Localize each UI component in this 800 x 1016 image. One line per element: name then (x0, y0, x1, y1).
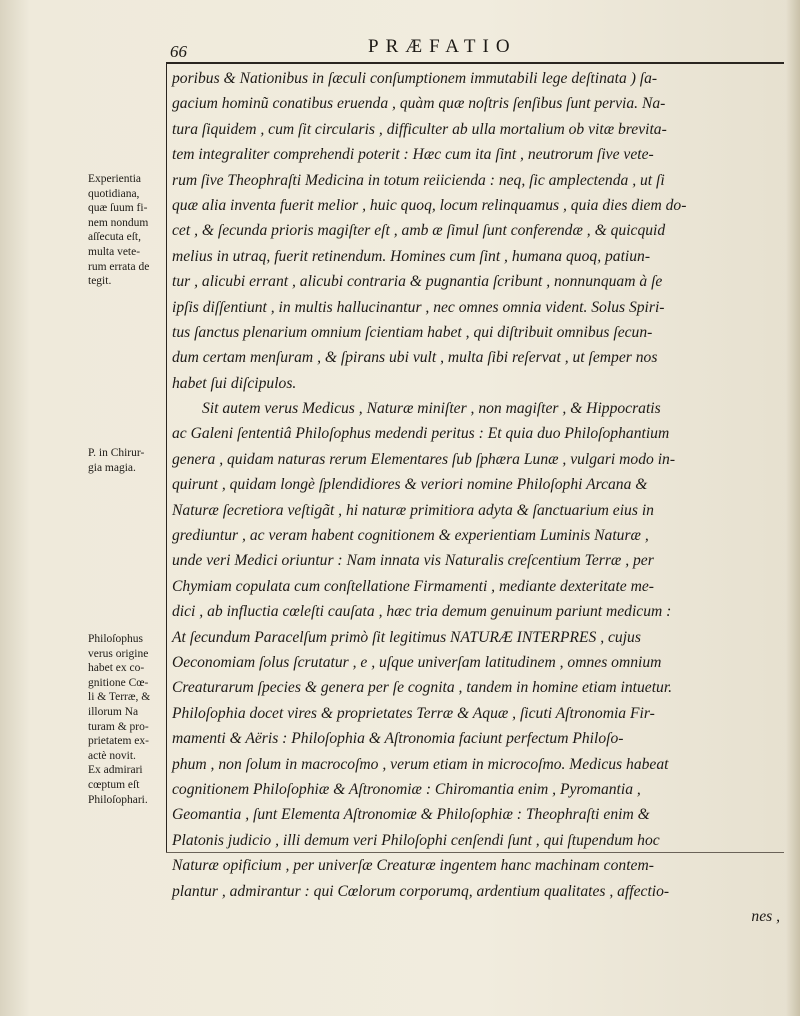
header-rule (166, 62, 784, 64)
text-line: rum ſive Theophraſti Medicina in totum reiicienda : neq, ſic amplectenda , ut ſi (172, 171, 665, 189)
margin-note-line: actè novit. (88, 749, 136, 762)
text-line: Naturæ opificium , per univerſæ Creaturæ ingentem hanc machinam contem- (172, 857, 654, 875)
text-line: Creaturarum ſpecies & genera per ſe cognita , tandem in homine etiam intuetur. (172, 679, 673, 697)
margin-note-line: Experientia (88, 173, 142, 185)
margin-rule (166, 62, 167, 852)
margin-note-line: nem nondum (88, 216, 149, 229)
text-line: habet ſui diſcipulos. (172, 374, 297, 392)
text-line: plantur , admirantur : qui Cœlorum corporumq, ardentium qualitates , affectio- (172, 882, 670, 900)
margin-note-line: illorum Na (88, 705, 139, 718)
text-line: cognitionem Philoſophiæ & Aſtronomiæ : Chiromantia enim , Pyromantia , (172, 780, 641, 798)
margin-note-line: gia magia. (88, 461, 136, 474)
margin-note-chirurgia (88, 446, 166, 475)
text-line: Chymiam copulata cum conſtellatione Firmamenti , mediante dexteritate me- (172, 577, 654, 595)
margin-note-line: gnitione Cœ- (88, 676, 149, 689)
text-line: At ſecundum Paracelſum primò ſit legitimus NATURÆ INTERPRES , cujus (172, 628, 641, 646)
text-line: grediuntur , ac veram habent cognitionem & experientiam Luminis Naturæ , (172, 527, 649, 545)
text-line: unde veri Medici oriuntur : Nam innata vis Naturalis creſcentium Terræ , per (172, 552, 654, 570)
margin-note-line: Ex admirari (88, 764, 143, 777)
text-line: gacium hominũ conatibus eruenda , quàm quæ noſtris ſenſibus ſunt pervia. Na- (172, 95, 666, 113)
text-line: cet , & ſecunda prioris magiſter eſt , amb æ ſimul ſunt conferendæ , & quicquid (172, 222, 666, 240)
margin-note-experientia (88, 172, 166, 289)
text-line: nes , (751, 907, 780, 925)
page-edge (786, 0, 800, 1016)
margin-note-line: habet ex co- (88, 662, 145, 675)
text-line: Oeconomiam ſolus ſcrutatur , e , uſque univerſam latitudinem , omnes omnium (172, 653, 662, 671)
text-line: phum , non ſolum in macrocoſmo , verum etiam in microcoſmo. Medicus habeat (172, 755, 669, 773)
margin-note-philosophus (88, 632, 166, 807)
text-line: mamenti & Aëris : Philoſophia & Aſtronomia faciunt perfectum Philoſo- (172, 730, 624, 748)
text-line: poribus & Nationibus in ſæculi conſumptionem immutabili lege deſtinata ) ſa- (172, 70, 658, 87)
text-line: tura ſiquidem , cum ſit circularis , difficulter ab ulla mortalium ob vitæ brevita- (172, 120, 667, 138)
text-line: Philoſophia docet vires & proprietates Terræ & Aquæ , ſicuti Aſtronomia Fir- (172, 704, 655, 722)
margin-note-line: quæ ſuum fi- (88, 202, 148, 215)
footer-rule (166, 852, 784, 853)
text-line: Naturæ ſecretiora veſtigãt , hi naturæ primitiora adyta & ſanctuarium eius in (172, 501, 654, 519)
margin-note-line: li & Terræ, & (88, 691, 151, 704)
text-line: Platonis judicio , illi demum veri Philoſophi cenſendi ſunt , qui ſtupendum hoc (172, 831, 660, 849)
page-number: 66 (170, 42, 187, 61)
text-line: tus ſanctus plenarium omnium ſcientiam habet , qui diſtribuit omnibus ſecun- (172, 323, 653, 341)
running-head: PRÆFATIO (368, 36, 517, 57)
margin-note-line: verus origine (88, 647, 149, 660)
margin-note-line: aſſecuta eſt, (88, 231, 141, 244)
text-line: melius in utraq, fuerit retinendum. Homines cum ſint , humana quoq, patiun- (172, 247, 651, 265)
text-line: tem integraliter comprehendi poterit : Hæc cum ita ſint , neutrorum ſive vete- (172, 146, 654, 164)
text-line: dici , ab influctia cœleſti cauſata , hæc tria demum genuinum pariunt medicum : (172, 603, 672, 621)
margin-note-line: multa vete- (88, 245, 141, 258)
margin-note-line: turam & pro- (88, 720, 149, 733)
main-text-block (172, 66, 780, 929)
text-line: genera , quidam naturas rerum Elementares ſub ſphæra Lunæ , vulgari modo in- (172, 450, 676, 468)
text-line: ipſis diſſentiunt , in multis hallucinantur , nec omnes omnia vident. Solus Spiri- (172, 298, 665, 316)
margin-note-line: rum errata de (88, 260, 150, 273)
margin-note-line: Philoſophus (88, 633, 143, 645)
text-line: ac Galeni ſententiâ Philoſophus medendi peritus : Et quia duo Philoſophantium (172, 425, 670, 443)
margin-note-line: tegit. (88, 275, 112, 288)
text-line: Sit autem verus Medicus , Naturæ miniſter , non magiſter , & Hippocratis (202, 400, 661, 418)
margin-note-line: cœptum eſt (88, 778, 140, 791)
margin-note-line: prietatem ex- (88, 735, 149, 748)
text-line: quirunt , quidam longè ſplendidiores & veriori nomine Philoſophi Arcana & (172, 476, 648, 494)
text-line: dum certam menſuram , & ſpirans ubi vult , multa ſibi reſervat , ut ſemper nos (172, 349, 658, 367)
text-line: quæ alia inventa fuerit melior , huic quoq, locum relinquamus , quia dies diem do- (172, 196, 687, 214)
margin-note-line: P. in Chirur- (88, 447, 145, 459)
text-line: tur , alicubi errant , alicubi contraria & pugnantia ſcribunt , nonnunquam à ſe (172, 273, 663, 291)
margin-note-line: Philoſophari. (88, 793, 148, 806)
margin-note-line: quotidiana, (88, 187, 140, 200)
text-line: Geomantia , ſunt Elementa Aſtronomiæ & Philoſophiæ : Theophraſti enim & (172, 806, 650, 824)
